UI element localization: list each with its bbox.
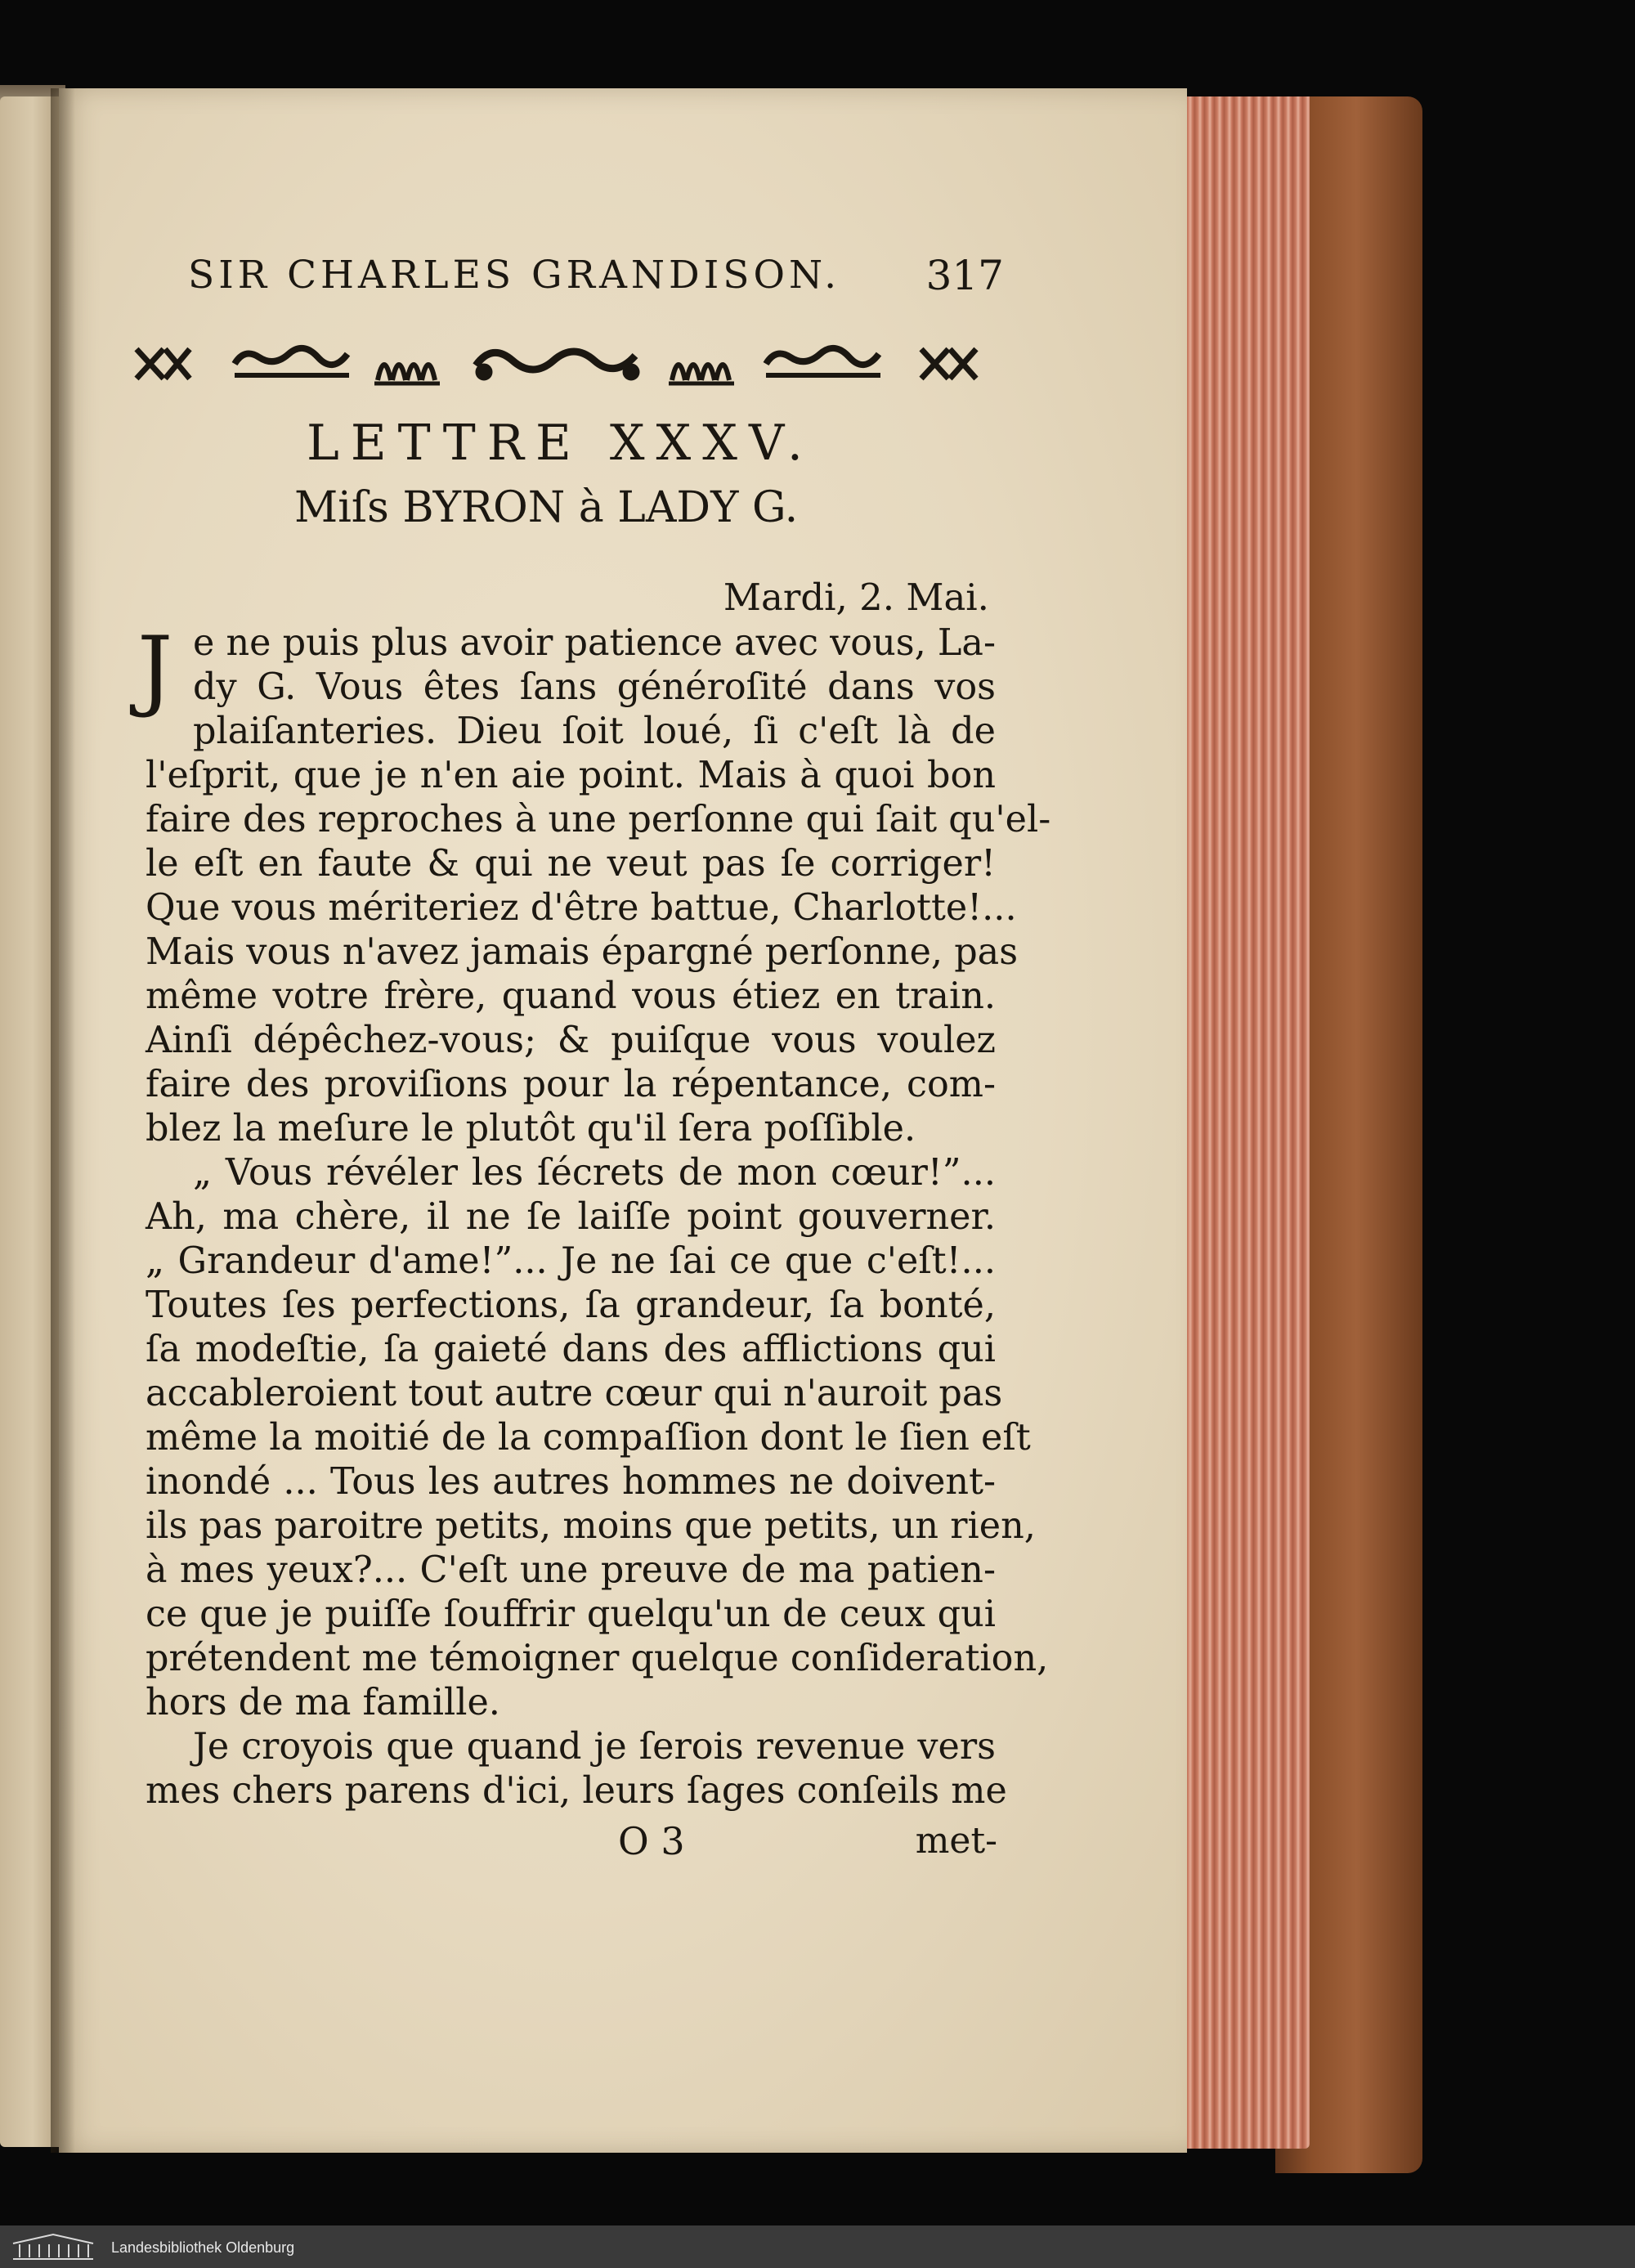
text-line: ſa modeſtie, ſa gaieté dans des afflictions qui: [146, 1329, 996, 1370]
text-line: Toutes ſes perfections, ſa grandeur, ſa bonté,: [146, 1284, 996, 1326]
text-line: hors de ma famille.: [146, 1682, 500, 1723]
text-line: dy G. Vous êtes ſans généroſité dans vos: [193, 666, 996, 708]
gutter-shadow: [51, 88, 75, 2153]
salutation: Miſs BYRON à LADY G.: [294, 483, 799, 532]
text-line: le eſt en faute & qui ne veut pas ſe corriger!: [146, 843, 996, 885]
catchword: met-: [915, 1820, 997, 1862]
text-line: Mais vous n'avez jamais épargné perſonne, pas: [146, 931, 1019, 973]
text-line: même votre frère, quand vous étiez en train.: [146, 975, 996, 1017]
text-line: accableroient tout autre cœur qui n'auroit pas: [146, 1373, 1003, 1414]
text-line: même la moitié de la compaſſion dont le ſien eſt: [146, 1417, 1031, 1459]
ornament-palmette-2: [669, 365, 734, 383]
text-line: ce que je puiſſe ſouffrir quelqu'un de ceux qui: [146, 1593, 996, 1635]
ornament-palmette-1: [374, 365, 440, 383]
text-line: faire des reproches à une perſonne qui ſait qu'el-: [146, 799, 1051, 840]
text-line: ils pas paroitre petits, moins que petits, un rien,: [146, 1505, 1036, 1547]
ornament-scroll-1: [235, 348, 349, 375]
running-head: SIR CHARLES GRANDISON.: [188, 253, 841, 298]
text-line: plaiſanteries. Dieu ſoit loué, ſi c'eſt là de: [193, 710, 996, 752]
ornament-center-scroll: [476, 352, 638, 379]
text-line: l'eſprit, que je n'en aie point. Mais à quoi bon: [146, 755, 996, 796]
drop-cap: J: [137, 618, 173, 720]
text-line: à mes yeux?... C'eſt une preuve de ma patien-: [146, 1549, 996, 1591]
letter-title: LETTRE XXXV.: [307, 415, 814, 472]
page-number: 317: [925, 252, 1004, 299]
text-line: inondé ... Tous les autres hommes ne doivent-: [146, 1461, 996, 1503]
text-line: prétendent me témoigner quelque conſideration,: [146, 1638, 1049, 1679]
text-line: mes chers parens d'ici, leurs ſages conſeils me: [146, 1770, 1007, 1812]
letter-date: Mardi, 2. Mai.: [723, 576, 989, 619]
text-line: Ah, ma chère, il ne ſe laiſſe point gouverner.: [146, 1196, 996, 1238]
ornament-scroll-2: [766, 348, 880, 375]
text-line: Que vous mériteriez d'être battue, Charlotte!...: [146, 887, 1017, 929]
ornament-band: [132, 339, 983, 390]
text-line: „ Grandeur d'ame!”... Je ne ſai ce que c'eſt!...: [146, 1240, 996, 1282]
text-line: faire des proviſions pour la répentance, com-: [146, 1064, 996, 1105]
signature-mark: O 3: [618, 1819, 685, 1863]
text-line: Ainſi dépêchez-vous; & puiſque vous voulez: [146, 1020, 996, 1061]
text-line: Je croyois que quand je ſerois revenue vers: [193, 1726, 996, 1768]
text-line: e ne puis plus avoir patience avec vous, La-: [193, 622, 996, 664]
page-edges: [1185, 96, 1310, 2149]
text-line: blez la meſure le plutôt qu'il ſera poſſible.: [146, 1108, 916, 1150]
library-building-icon: [10, 2232, 96, 2261]
text-line: „ Vous révéler les ſécrets de mon cœur!”...: [193, 1152, 996, 1194]
ornament-cross-left: [137, 349, 190, 379]
ornament-cross-right: [921, 349, 976, 379]
footer-institution: Landesbibliothek Oldenburg: [111, 2239, 295, 2256]
